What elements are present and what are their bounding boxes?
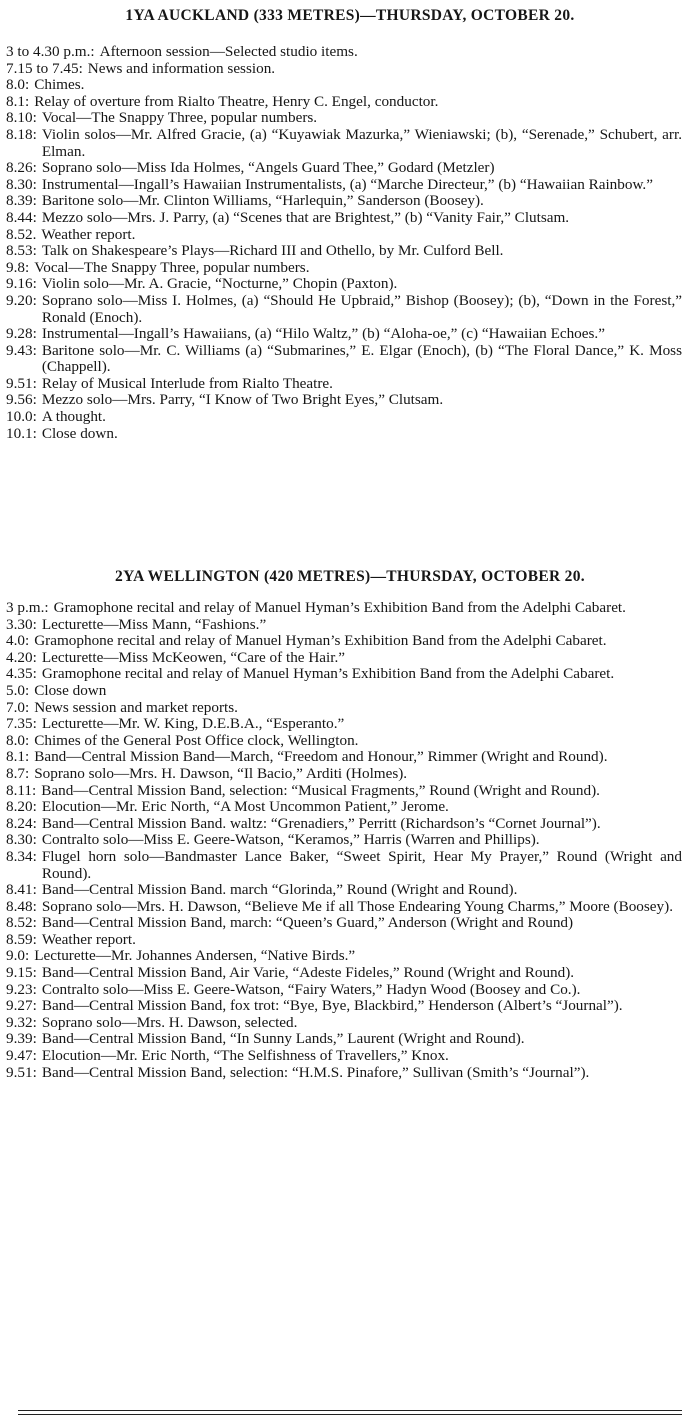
- entry-time: 7.15 to 7.45:: [6, 59, 83, 77]
- entry-description: Band—Central Mission Band. waltz: “Grenadiers,” Perritt (Richardson’s “Cornet Journal”).: [41, 814, 601, 832]
- entry-description: Vocal—The Snappy Three, popular numbers.: [41, 109, 318, 127]
- programme-entry: [6, 683, 682, 700]
- programme-entry: [6, 260, 682, 277]
- entry-time: 8.10:: [6, 109, 37, 127]
- entry-description: Mezzo solo—Mrs. J. Parry, (a) “Scenes that are Brightest,” (b) “Vanity Fair,” Clutsam.: [41, 208, 570, 226]
- entry-description: Flugel horn solo—Bandmaster Lance Baker, “Sweet Spirit, Hear My Prayer,” Round (Wright and Round).: [41, 847, 682, 882]
- entry-time: 9.51:: [6, 374, 37, 392]
- entry-description: Lecturette—Miss Mann, “Fashions.”: [41, 615, 267, 633]
- entry-description: Soprano solo—Miss I. Holmes, (a) “Should He Upbraid,” Bishop (Boosey); (b), “Down in the Forest,” Ronald (Enoch).: [41, 291, 682, 326]
- entry-time: 9.56:: [6, 391, 37, 409]
- entry-time: 8.39:: [6, 192, 37, 210]
- programme-entry: [6, 948, 682, 965]
- entry-description: Afternoon session—Selected studio items.: [99, 43, 358, 60]
- entry-description: A thought.: [41, 408, 106, 426]
- programme-entry: [6, 1031, 682, 1048]
- entry-time: 8.1:: [6, 92, 30, 110]
- entry-description: Instrumental—Ingall’s Hawaiian Instrumentalists, (a) “Marche Directeur,” (b) “Hawaiian Rainbow.”: [41, 175, 653, 193]
- programme-entry: [6, 293, 682, 326]
- entry-time: 10.0:: [6, 408, 37, 426]
- entry-time: 9.8:: [6, 258, 30, 276]
- entry-time: 8.1:: [6, 748, 30, 766]
- entry-time: 9.51:: [6, 1063, 37, 1081]
- footer-rule: [18, 1410, 682, 1411]
- entry-description: Vocal—The Snappy Three, popular numbers.: [34, 258, 310, 276]
- programme-entry: [6, 633, 682, 650]
- programme-entry: [6, 1065, 682, 1082]
- programme-entry: [6, 832, 682, 849]
- entry-time: 8.0:: [6, 76, 30, 94]
- programme-entry: [6, 650, 682, 667]
- programme-entry: [6, 426, 682, 443]
- programme-entry: [6, 783, 682, 800]
- entry-description: Violin solos—Mr. Alfred Gracie, (a) “Kuyawiak Mazurka,” Wieniawski; (b), “Serenade,” Schubert, arr. Elman.: [41, 125, 682, 160]
- programme-entry: [6, 882, 682, 899]
- entry-description: Close down: [34, 681, 107, 699]
- programme-entry: [6, 816, 682, 833]
- entry-description: Band—Central Mission Band, selection: “H.M.S. Pinafore,” Sullivan (Smith’s “Journal”).: [41, 1063, 590, 1081]
- entry-description: Band—Central Mission Band, fox trot: “Bye, Bye, Blackbird,” Henderson (Albert’s “Journal”).: [41, 997, 623, 1015]
- entry-description: Elocution—Mr. Eric North, “The Selfishness of Travellers,” Knox.: [41, 1047, 449, 1065]
- entry-description: Band—Central Mission Band, “In Sunny Lands,” Laurent (Wright and Round).: [41, 1030, 525, 1048]
- entry-description: Gramophone recital and relay of Manuel Hyman’s Exhibition Band from the Adelphi Cabaret.: [53, 599, 626, 616]
- entry-time: 4.35:: [6, 665, 37, 683]
- entry-time: 8.53:: [6, 242, 37, 260]
- entry-time: 9.39:: [6, 1030, 37, 1048]
- entry-time: 8.41:: [6, 881, 37, 899]
- entry-description: Close down.: [41, 424, 118, 442]
- entry-description: Lecturette—Mr. W. King, D.E.B.A., “Esperanto.”: [41, 715, 345, 733]
- entry-description: Band—Central Mission Band. march “Glorinda,” Round (Wright and Round).: [41, 881, 518, 899]
- entry-time: 3 p.m.:: [6, 599, 49, 616]
- entry-description: News and information session.: [87, 59, 276, 77]
- programme-entry: [6, 94, 682, 111]
- programme-entry: [6, 61, 682, 78]
- entry-description: Baritone solo—Mr. Clinton Williams, “Harlequin,” Sanderson (Boosey).: [41, 192, 484, 210]
- programme-entry: [6, 965, 682, 982]
- entry-description: Soprano solo—Mrs. H. Dawson, selected.: [41, 1013, 298, 1031]
- entry-description: Chimes.: [34, 76, 85, 94]
- entry-description: News session and market reports.: [34, 698, 238, 716]
- entry-time: 4.0:: [6, 632, 30, 650]
- entry-description: Soprano solo—Mrs. H. Dawson, “Il Bacio,” Arditi (Holmes).: [34, 764, 408, 782]
- entry-time: 9.27:: [6, 997, 37, 1015]
- programme-entry: [6, 343, 682, 376]
- entry-description: Weather report.: [41, 225, 136, 243]
- entry-description: Soprano solo—Miss Ida Holmes, “Angels Guard Thee,” Godard (Metzler): [41, 159, 495, 177]
- programme-entry: [6, 600, 682, 617]
- programme-entry: [6, 210, 682, 227]
- programme-entry: [6, 1015, 682, 1032]
- programme-entry: [6, 177, 682, 194]
- entry-time: 8.34:: [6, 847, 37, 865]
- wellington-heading: 2YA WELLINGTON (420 METRES)—THURSDAY, OCTOBER 20.: [115, 568, 585, 585]
- entry-description: Relay of Musical Interlude from Rialto Theatre.: [41, 374, 333, 392]
- entry-time: 9.23:: [6, 980, 37, 998]
- entry-time: 9.16:: [6, 275, 37, 293]
- programme-entry: [6, 110, 682, 127]
- programme-entry: [6, 243, 682, 260]
- entry-description: Contralto solo—Miss E. Geere-Watson, “Fairy Waters,” Hadyn Wood (Boosey and Co.).: [41, 980, 581, 998]
- entry-description: Band—Central Mission Band, Air Varie, “Adeste Fideles,” Round (Wright and Round).: [41, 964, 575, 982]
- programme-entry: [6, 617, 682, 634]
- programme-entry: [6, 193, 682, 210]
- entry-description: Gramophone recital and relay of Manuel Hyman’s Exhibition Band from the Adelphi Cabaret.: [34, 632, 607, 650]
- auckland-programme-list: [6, 44, 682, 442]
- programme-entry: [6, 915, 682, 932]
- entry-time: 10.1:: [6, 424, 37, 442]
- entry-time: 8.11:: [6, 781, 37, 799]
- entry-description: Chimes of the General Post Office clock, Wellington.: [34, 731, 359, 749]
- programme-entry: [6, 849, 682, 882]
- programme-entry: [6, 932, 682, 949]
- programme-entry: [6, 666, 682, 683]
- programme-entry: [6, 44, 682, 61]
- programme-entry: [6, 733, 682, 750]
- entry-time: 3.30:: [6, 615, 37, 633]
- entry-time: 8.30:: [6, 175, 37, 193]
- wellington-programme-list: [6, 600, 682, 1081]
- entry-time: 8.52:: [6, 914, 37, 932]
- entry-time: 9.15:: [6, 964, 37, 982]
- programme-entry: [6, 376, 682, 393]
- entry-time: 9.43:: [6, 341, 37, 359]
- entry-time: 9.28:: [6, 325, 37, 343]
- entry-time: 8.48:: [6, 897, 37, 915]
- programme-entry: [6, 749, 682, 766]
- footer-rule-thin: [18, 1414, 682, 1415]
- entry-time: 7.35:: [6, 715, 37, 733]
- programme-entry: [6, 998, 682, 1015]
- entry-description: Weather report.: [41, 930, 136, 948]
- entry-description: Relay of overture from Rialto Theatre, Henry C. Engel, conductor.: [34, 92, 439, 110]
- entry-time: 9.47:: [6, 1047, 37, 1065]
- entry-time: 7.0:: [6, 698, 30, 716]
- entry-time: 8.44:: [6, 208, 37, 226]
- programme-entry: [6, 899, 682, 916]
- entry-description: Lecturette—Mr. Johannes Andersen, “Native Birds.”: [34, 947, 356, 965]
- entry-time: 8.26:: [6, 159, 37, 177]
- entry-time: 8.7:: [6, 764, 30, 782]
- entry-description: Talk on Shakespeare’s Plays—Richard III and Othello, by Mr. Culford Bell.: [41, 242, 504, 260]
- entry-time: 8.20:: [6, 798, 37, 816]
- programme-entry: [6, 160, 682, 177]
- programme-entry: [6, 409, 682, 426]
- entry-time: 8.18:: [6, 125, 37, 143]
- entry-time: 3 to 4.30 p.m.:: [6, 43, 95, 60]
- entry-description: Band—Central Mission Band, selection: “Musical Fragments,” Round (Wright and Round).: [41, 781, 600, 799]
- programme-entry: [6, 227, 682, 244]
- entry-description: Gramophone recital and relay of Manuel Hyman’s Exhibition Band from the Adelphi Cabaret.: [41, 665, 615, 683]
- entry-time: 8.52.: [6, 225, 37, 243]
- programme-entry: [6, 77, 682, 94]
- programme-entry: [6, 716, 682, 733]
- entry-time: 5.0:: [6, 681, 30, 699]
- entry-time: 4.20:: [6, 648, 37, 666]
- programme-entry: [6, 1048, 682, 1065]
- entry-description: Contralto solo—Miss E. Geere-Watson, “Keramos,” Harris (Warren and Phillips).: [41, 831, 540, 849]
- entry-time: 8.0:: [6, 731, 30, 749]
- entry-description: Elocution—Mr. Eric North, “A Most Uncommon Patient,” Jerome.: [41, 798, 449, 816]
- programme-entry: [6, 982, 682, 999]
- entry-time: 8.59:: [6, 930, 37, 948]
- entry-time: 9.0:: [6, 947, 30, 965]
- entry-description: Band—Central Mission Band—March, “Freedom and Honour,” Rimmer (Wright and Round).: [34, 748, 608, 766]
- entry-description: Mezzo solo—Mrs. Parry, “I Know of Two Bright Eyes,” Clutsam.: [41, 391, 444, 409]
- programme-entry: [6, 276, 682, 293]
- programme-entry: [6, 127, 682, 160]
- programme-entry: [6, 700, 682, 717]
- programme-entry: [6, 799, 682, 816]
- programme-entry: [6, 766, 682, 783]
- entry-time: 9.32:: [6, 1013, 37, 1031]
- auckland-heading: 1YA AUCKLAND (333 METRES)—THURSDAY, OCTOBER 20.: [125, 7, 575, 24]
- entry-time: 8.24:: [6, 814, 37, 832]
- entry-description: Baritone solo—Mr. C. Williams (a) “Submarines,” E. Elgar (Enoch), (b) “The Floral Dance,” K. Moss (Chappell).: [41, 341, 682, 376]
- entry-description: Lecturette—Miss McKeowen, “Care of the Hair.”: [41, 648, 346, 666]
- programme-entry: [6, 392, 682, 409]
- entry-description: Violin solo—Mr. A. Gracie, “Nocturne,” Chopin (Paxton).: [41, 275, 398, 293]
- entry-description: Band—Central Mission Band, march: “Queen’s Guard,” Anderson (Wright and Round): [41, 914, 574, 932]
- entry-time: 9.20:: [6, 291, 37, 309]
- entry-description: Soprano solo—Mrs. H. Dawson, “Believe Me if all Those Endearing Young Charms,” Moore (Boosey).: [41, 897, 673, 915]
- programme-entry: [6, 326, 682, 343]
- entry-time: 8.30:: [6, 831, 37, 849]
- entry-description: Instrumental—Ingall’s Hawaiians, (a) “Hilo Waltz,” (b) “Aloha-oe,” (c) “Hawaiian Echoes.”: [41, 325, 605, 343]
